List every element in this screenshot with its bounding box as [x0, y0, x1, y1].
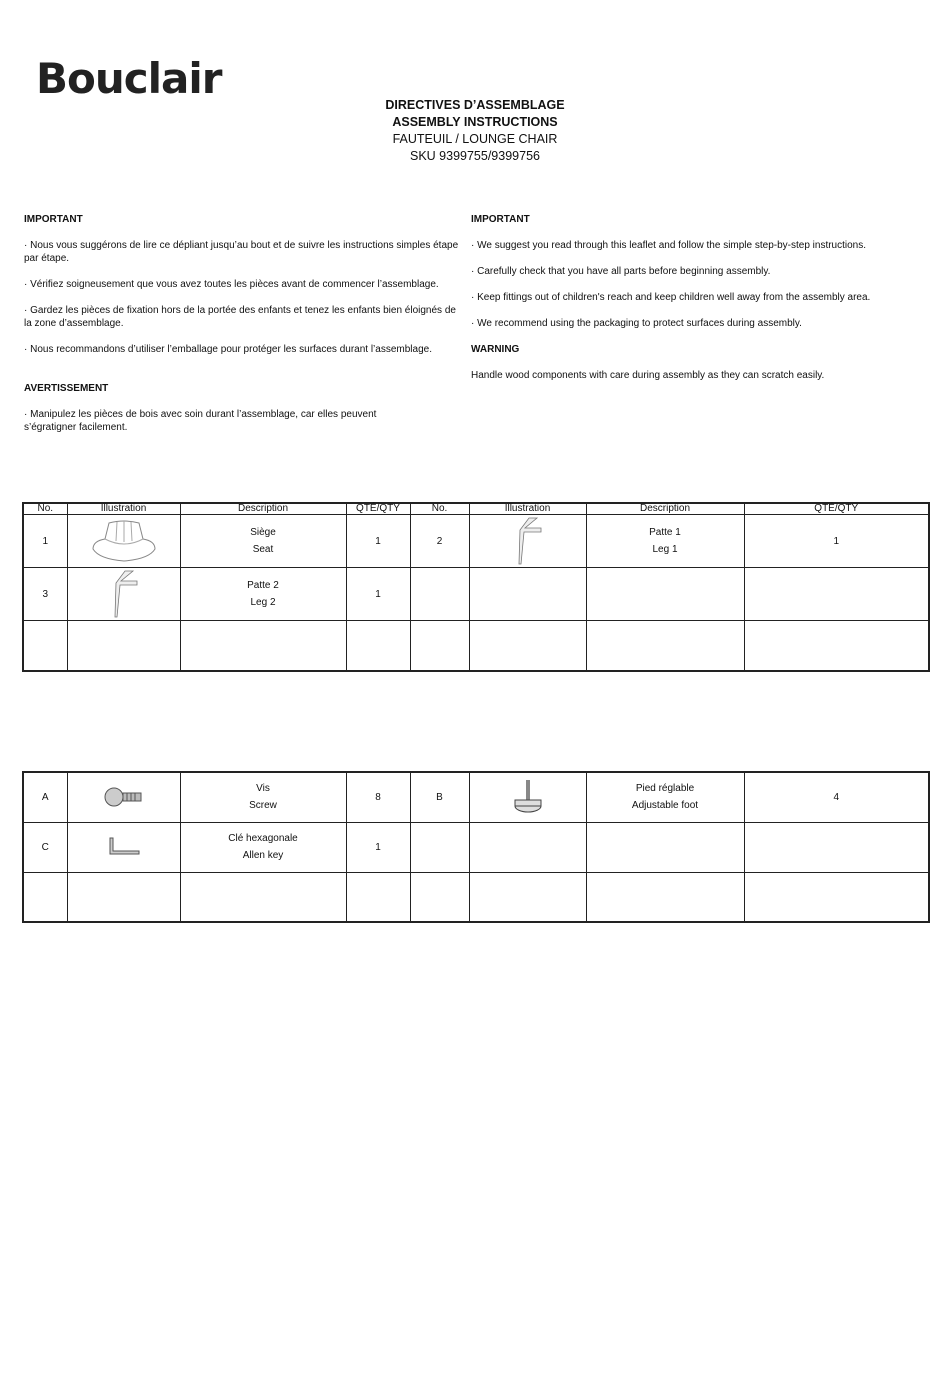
empty-cell — [180, 872, 346, 922]
part-number: A — [23, 772, 67, 822]
table-row — [23, 568, 929, 621]
title-fr: DIRECTIVES D’ASSEMBLAGE — [385, 98, 565, 112]
description-en: Adjustable foot — [631, 800, 699, 812]
part-number: 1 — [23, 515, 67, 568]
description-fr: Clé hexagonale — [228, 833, 298, 844]
screw-illustration-icon — [67, 772, 180, 822]
column-header: Description — [180, 503, 346, 515]
fr-point-1: · Nous vous suggérons de lire ce dépliant jusqu’au bout et de suivre les instructions simples étape par étape. — [24, 240, 459, 264]
empty-cell — [586, 568, 744, 621]
empty-cell — [469, 872, 586, 922]
fr-point-2: · Vérifiez soigneusement que vous avez toutes les pièces avant de commencer l’assemblage. — [24, 279, 439, 290]
description-fr: Vis — [256, 783, 270, 795]
product-name: FAUTEUIL / LOUNGE CHAIR — [392, 132, 558, 146]
description-fr: Siège — [250, 527, 276, 538]
description-en: Seat — [252, 544, 274, 555]
warning-heading-fr: AVERTISSEMENT — [24, 383, 109, 394]
part-quantity: 8 — [346, 772, 410, 822]
part-quantity: 1 — [744, 515, 929, 568]
empty-cell — [410, 872, 469, 922]
description-fr: Patte 1 — [649, 527, 681, 538]
column-header: Illustration — [67, 503, 180, 515]
table-row — [23, 515, 929, 568]
empty-cell — [410, 568, 469, 621]
allen-key-illustration-icon — [67, 822, 180, 872]
empty-cell — [744, 872, 929, 922]
en-point-2: · Carefully check that you have all parts before beginning assembly. — [471, 266, 771, 277]
table-row — [23, 872, 929, 922]
column-header: QTÉ/QTY — [346, 503, 410, 515]
column-header: No. — [23, 503, 67, 515]
seat-illustration-icon — [67, 515, 180, 568]
part-description — [180, 515, 346, 568]
part-description — [586, 772, 744, 822]
fr-point-3: · Gardez les pièces de fixation hors de la portée des enfants et tenez les enfants bien éloignés de la zone d’assemblage. — [24, 305, 456, 329]
bouclair-logo: Bouclair — [36, 54, 222, 103]
column-header: Description — [586, 503, 744, 515]
part-description — [180, 772, 346, 822]
empty-cell — [346, 621, 410, 671]
empty-cell — [67, 621, 180, 671]
part-number: 2 — [410, 515, 469, 568]
en-point-1: · We suggest you read through this leaflet and follow the simple step-by-step instructions. — [471, 240, 867, 251]
description-en: Screw — [249, 800, 277, 812]
description-en: Leg 1 — [652, 544, 678, 555]
title-en: ASSEMBLY INSTRUCTIONS — [392, 115, 558, 129]
empty-cell — [469, 822, 586, 872]
part-quantity: 1 — [346, 515, 410, 568]
part-description — [586, 515, 744, 568]
fr-warning-text: · Manipulez les pièces de bois avec soin durant l’assemblage, car elles peuvent s’égratigner facilement. — [24, 409, 377, 433]
part-number: 3 — [23, 568, 67, 621]
empty-cell — [586, 822, 744, 872]
empty-cell — [410, 621, 469, 671]
en-point-4: · We recommend using the packaging to protect surfaces during assembly. — [471, 318, 802, 329]
empty-cell — [410, 822, 469, 872]
column-header: Illustration — [469, 503, 586, 515]
leg-illustration-icon — [67, 568, 180, 621]
empty-cell — [180, 621, 346, 671]
sku: SKU 9399755/9399756 — [410, 149, 540, 163]
empty-cell — [67, 872, 180, 922]
part-description — [180, 822, 346, 872]
empty-cell — [744, 822, 929, 872]
table-header-row — [23, 503, 929, 515]
empty-cell — [23, 872, 67, 922]
parts-table — [22, 502, 930, 672]
description-en: Leg 2 — [250, 597, 276, 608]
empty-cell — [469, 568, 586, 621]
part-description — [180, 568, 346, 621]
empty-cell — [744, 621, 929, 671]
table-row — [23, 822, 929, 872]
part-quantity: 4 — [744, 772, 929, 822]
empty-cell — [744, 568, 929, 621]
empty-cell — [346, 872, 410, 922]
description-fr: Patte 2 — [247, 580, 279, 591]
part-quantity: 1 — [346, 568, 410, 621]
part-quantity: 1 — [346, 822, 410, 872]
empty-cell — [23, 621, 67, 671]
table-row — [23, 621, 929, 671]
important-heading-fr: IMPORTANT — [24, 214, 83, 225]
en-warning-text: Handle wood components with care during assembly as they can scratch easily. — [471, 370, 825, 381]
column-header: QTÉ/QTY — [744, 503, 929, 515]
fr-point-4: · Nous recommandons d’utiliser l’emballage pour protéger les surfaces durant l’assemblage. — [24, 344, 432, 355]
adjustable-foot-illustration-icon — [469, 772, 586, 822]
en-point-3: · Keep fittings out of children's reach and keep children well away from the assembly area. — [471, 292, 871, 303]
empty-cell — [469, 621, 586, 671]
important-heading-en: IMPORTANT — [471, 214, 530, 225]
warning-heading-en: WARNING — [471, 344, 520, 355]
table-row — [23, 772, 929, 822]
empty-cell — [586, 621, 744, 671]
leg-illustration-icon — [469, 515, 586, 568]
column-header: No. — [410, 503, 469, 515]
description-en: Allen key — [242, 850, 284, 861]
part-number: B — [410, 772, 469, 822]
part-number: C — [23, 822, 67, 872]
description-fr: Pied réglable — [635, 783, 695, 795]
empty-cell — [586, 872, 744, 922]
hardware-table — [22, 771, 930, 923]
